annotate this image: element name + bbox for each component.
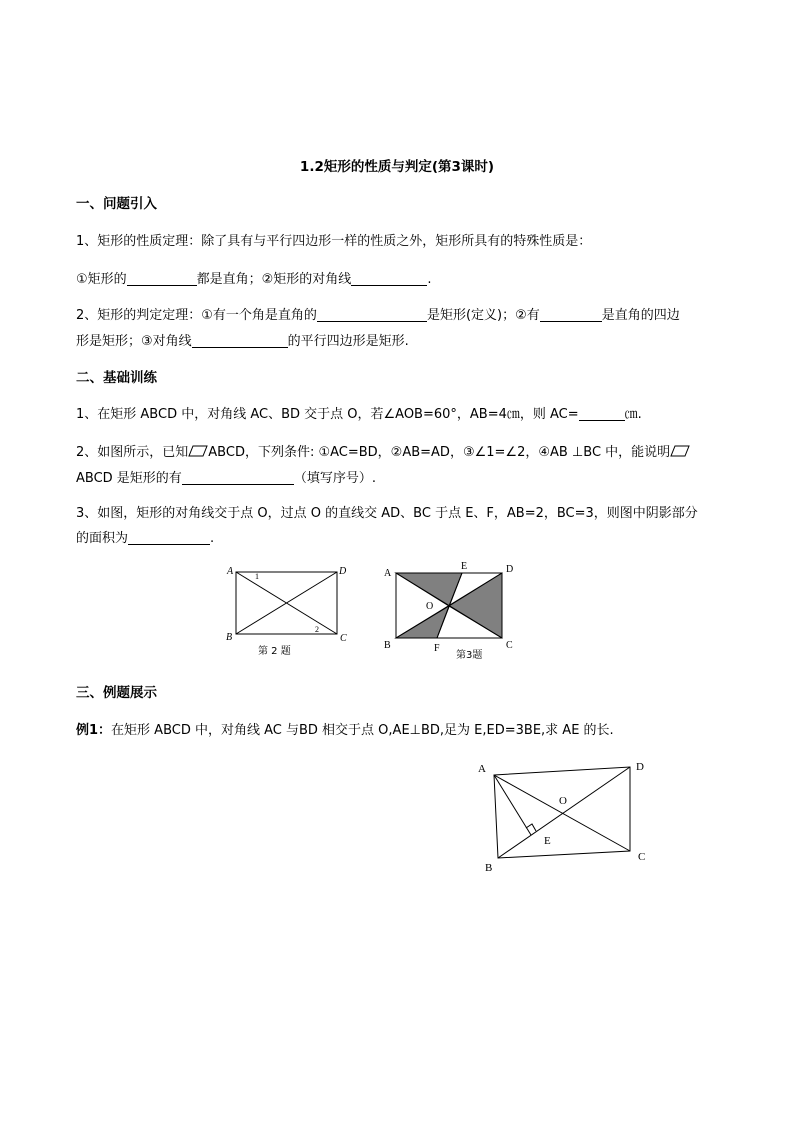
page-title: 1.2矩形的性质与判定(第3课时)	[299, 159, 495, 175]
fig4-label-o: O	[559, 795, 567, 807]
fig4-diagonal-bd	[498, 767, 630, 858]
fig4-label-a: A	[478, 763, 486, 775]
b1-line	[76, 403, 642, 422]
parallelogram-icon	[670, 445, 690, 457]
q2-part-e: 的平行四边形是矩形.	[287, 334, 409, 349]
example-1	[76, 719, 614, 738]
q2-part-d: 形是矩形；③对角线	[76, 334, 192, 349]
q1-part-a: ①矩形的	[76, 272, 127, 287]
fig3-label-c: C	[506, 640, 513, 651]
b2-part-d: （填写序号）.	[293, 471, 376, 486]
q2-part-c: 是直角的四边	[601, 308, 680, 323]
fig3-label-f: F	[434, 643, 440, 654]
b2-blank[interactable]	[182, 470, 294, 485]
b2-part-c: ABCD 是矩形的有	[76, 471, 182, 486]
parallelogram-icon	[188, 445, 208, 457]
fig3-label-a: A	[384, 568, 392, 579]
q2-blank-1[interactable]	[317, 307, 427, 322]
q1-part-c: .	[427, 272, 432, 287]
q2-line-2	[76, 330, 409, 349]
figure-3	[378, 558, 523, 662]
b1-blank[interactable]	[579, 406, 625, 421]
fig4-label-e: E	[544, 835, 551, 847]
fig4-label-c: C	[638, 851, 646, 863]
fig4-label-d: D	[636, 761, 644, 773]
fig2-caption: 第 2 题	[258, 646, 291, 657]
fig3-caption: 第3题	[456, 650, 483, 661]
b1-part-b: ㎝.	[624, 407, 642, 422]
q2-blank-3[interactable]	[192, 333, 288, 348]
b2-line-2	[76, 467, 376, 486]
figure-2	[220, 562, 360, 662]
fig4-perpendicular-ae	[494, 775, 531, 835]
q1-blank-1[interactable]	[127, 271, 197, 286]
q1-fill-line	[76, 268, 431, 287]
fig3-label-o: O	[426, 601, 434, 612]
fig3-label-e: E	[461, 561, 468, 572]
b1-part-a: 1、在矩形 ABCD 中，对角线 AC、BD 交于点 O，若∠AOB=60°，AB=4㎝，则 AC=	[76, 407, 579, 422]
example-1-label: 例1：	[76, 723, 112, 738]
section-heading-intro: 一、问题引入	[76, 196, 157, 212]
fig3-label-b: B	[384, 640, 391, 651]
fig4-diagonal-ac	[494, 775, 630, 851]
q2-line-1	[76, 304, 680, 323]
fig3-label-d: D	[506, 564, 514, 575]
example-1-text: 在矩形 ABCD 中，对角线 AC 与BD 相交于点 O,AE⊥BD,足为 E,ED=3BE,求 AE 的长.	[111, 723, 614, 738]
b2-line-1	[76, 441, 690, 460]
fig2-angle-1: 1	[255, 572, 259, 581]
b3-part-c: .	[210, 531, 215, 546]
fig4-label-b: B	[485, 862, 493, 874]
fig2-label-d: D	[339, 566, 347, 577]
b3-line-1: 3、如图，矩形的对角线交于点 O，过点 O 的直线交 AD、BC 于点 E、F，AB=2，BC=3，则图中阴影部分	[76, 506, 698, 521]
q2-blank-2[interactable]	[540, 307, 602, 322]
b3-line-2	[76, 527, 214, 546]
figure-example-1	[470, 755, 660, 880]
q1-part-b: 都是直角；②矩形的对角线	[196, 272, 352, 287]
q1-blank-2[interactable]	[351, 271, 427, 286]
fig2-angle-2: 2	[315, 625, 319, 634]
fig2-label-c: C	[340, 633, 347, 644]
fig2-label-a: A	[227, 566, 234, 577]
b3-blank[interactable]	[128, 530, 210, 545]
q2-part-b: 是矩形(定义)；②有	[426, 308, 540, 323]
fig2-label-b: B	[226, 632, 233, 643]
b3-part-b: 的面积为	[76, 531, 129, 546]
q1-text: 1、矩形的性质定理：除了具有与平行四边形一样的性质之外，矩形所具有的特殊性质是：	[76, 234, 592, 249]
section-heading-basic: 二、基础训练	[76, 370, 157, 386]
b2-part-a: 2、如图所示，已知	[76, 445, 189, 460]
q2-part-a: 2、矩形的判定定理：①有一个角是直角的	[76, 308, 317, 323]
b2-part-b: ABCD，下列条件: ①AC=BD，②AB=AD，③∠1=∠2，④AB ⊥BC 中，能说明	[208, 445, 671, 460]
section-heading-examples: 三、例题展示	[76, 685, 157, 701]
